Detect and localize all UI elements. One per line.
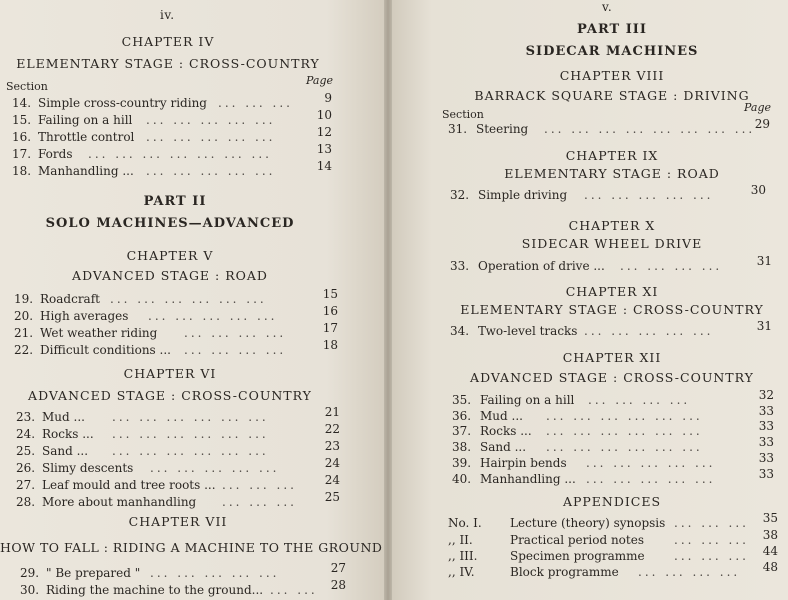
toc-entry-39: 39. Hairpin bends ... ... ... ... ... 33	[452, 451, 774, 470]
stage-heading: HOW TO FALL : RIDING A MACHINE TO THE GROUND	[0, 540, 383, 555]
page-folio: iv.	[160, 8, 175, 22]
book-gutter	[384, 0, 392, 600]
toc-entry-18: 18. Manhandling ... ... ... ... ... ... 14	[12, 159, 332, 178]
appendix-entry-3: ,, III. Specimen programme ... ... ... 44	[448, 544, 778, 563]
toc-entry-17: 17. Fords ... ... ... ... ... ... ... 13	[12, 142, 332, 161]
toc-entry-16: 16. Throttle control ... ... ... ... ... 12	[12, 125, 332, 144]
toc-entry-37: 37. Rocks ... ... ... ... ... ... ... 33	[452, 419, 774, 438]
chapter-heading: CHAPTER X	[568, 218, 656, 233]
stage-heading: ADVANCED STAGE : CROSS-COUNTRY	[470, 370, 754, 385]
stage-heading: ELEMENTARY STAGE : CROSS-COUNTRY	[460, 302, 764, 317]
chapter-heading: CHAPTER VII	[128, 514, 228, 529]
part-heading: PART II	[143, 194, 207, 209]
toc-entry-21: 21. Wet weather riding ... ... ... ... 17	[14, 321, 338, 340]
section-column-label: Section	[6, 80, 48, 93]
toc-entry-28: 28. More about manhandling ... ... ... 25	[16, 490, 340, 509]
toc-entry-22: 22. Difficult conditions ... ... ... ... ... 18	[14, 338, 338, 357]
chapter-heading: CHAPTER IX	[565, 148, 659, 163]
appendices-heading: APPENDICES	[562, 494, 662, 509]
toc-entry-25: 25. Sand ... ... ... ... ... ... ... 23	[16, 439, 340, 458]
toc-entry-20: 20. High averages ... ... ... ... ... 16	[14, 304, 338, 323]
toc-entry-36: 36. Mud ... ... ... ... ... ... ... 33	[452, 404, 774, 423]
toc-entry-29: 29. " Be prepared " ... ... ... ... ... 27	[20, 561, 346, 580]
toc-entry-35: 35. Failing on a hill ... ... ... ... 32	[452, 388, 774, 407]
section-column-label: Section	[442, 108, 484, 121]
chapter-heading: CHAPTER IV	[121, 34, 215, 49]
chapter-heading: CHAPTER VI	[123, 366, 217, 381]
toc-entry-33: 33. Operation of drive ... ... ... ... ... 31	[450, 254, 772, 273]
appendix-entry-4: ,, IV. Block programme ... ... ... ... 48	[448, 560, 778, 579]
chapter-heading: CHAPTER XII	[562, 350, 662, 365]
chapter-heading: CHAPTER VIII	[559, 68, 665, 83]
left-page	[0, 0, 384, 600]
part-subtitle: SOLO MACHINES—ADVANCED	[45, 216, 295, 231]
stage-heading: ELEMENTARY STAGE : ROAD	[504, 166, 720, 181]
stage-heading: ADVANCED STAGE : ROAD	[72, 268, 268, 283]
toc-entry-31: 31. Steering ... ... ... ... ... ... ... ... 29	[448, 117, 770, 136]
part-heading: PART III	[577, 22, 647, 37]
chapter-heading: CHAPTER V	[126, 248, 214, 263]
toc-entry-24: 24. Rocks ... ... ... ... ... ... ... 22	[16, 422, 340, 441]
toc-entry-19: 19. Roadcraft ... ... ... ... ... ... 15	[14, 287, 338, 306]
toc-entry-26: 26. Slimy descents ... ... ... ... ... 24	[16, 456, 340, 475]
toc-entry-15: 15. Failing on a hill ... ... ... ... ... 10	[12, 108, 332, 127]
toc-entry-40: 40. Manhandling ... ... ... ... ... ... 33	[452, 467, 774, 486]
page-column-label: Page	[306, 74, 334, 87]
right-page	[392, 0, 788, 600]
toc-entry-38: 38. Sand ... ... ... ... ... ... ... 33	[452, 435, 774, 454]
toc-entry-14: 14. Simple cross-country riding ... ... ... 9	[12, 91, 332, 110]
toc-entry-34: 34. Two-level tracks ... ... ... ... ... 31	[450, 319, 772, 338]
stage-heading: ADVANCED STAGE : CROSS-COUNTRY	[28, 388, 312, 403]
toc-entry-30: 30. Riding the machine to the ground... ... ... 28	[20, 578, 346, 597]
appendix-entry-2: ,, II. Practical period notes ... ... ... 38	[448, 528, 778, 547]
toc-entry-23: 23. Mud ... ... ... ... ... ... ... 21	[16, 405, 340, 424]
page-column-label: Page	[744, 101, 772, 114]
toc-entry-27: 27. Leaf mould and tree roots ... ... ... ... 24	[16, 473, 340, 492]
chapter-heading: CHAPTER XI	[565, 284, 659, 299]
stage-heading: BARRACK SQUARE STAGE : DRIVING	[474, 88, 750, 103]
stage-heading: ELEMENTARY STAGE : CROSS-COUNTRY	[16, 56, 320, 71]
page-folio: v.	[602, 0, 613, 14]
appendix-entry-1: No. I. Lecture (theory) synopsis ... ... ... 35	[448, 511, 778, 530]
stage-heading: SIDECAR WHEEL DRIVE	[521, 236, 703, 251]
part-subtitle: SIDECAR MACHINES	[525, 44, 699, 59]
toc-entry-32: 32. Simple driving ... ... ... ... ... 30	[450, 183, 766, 202]
